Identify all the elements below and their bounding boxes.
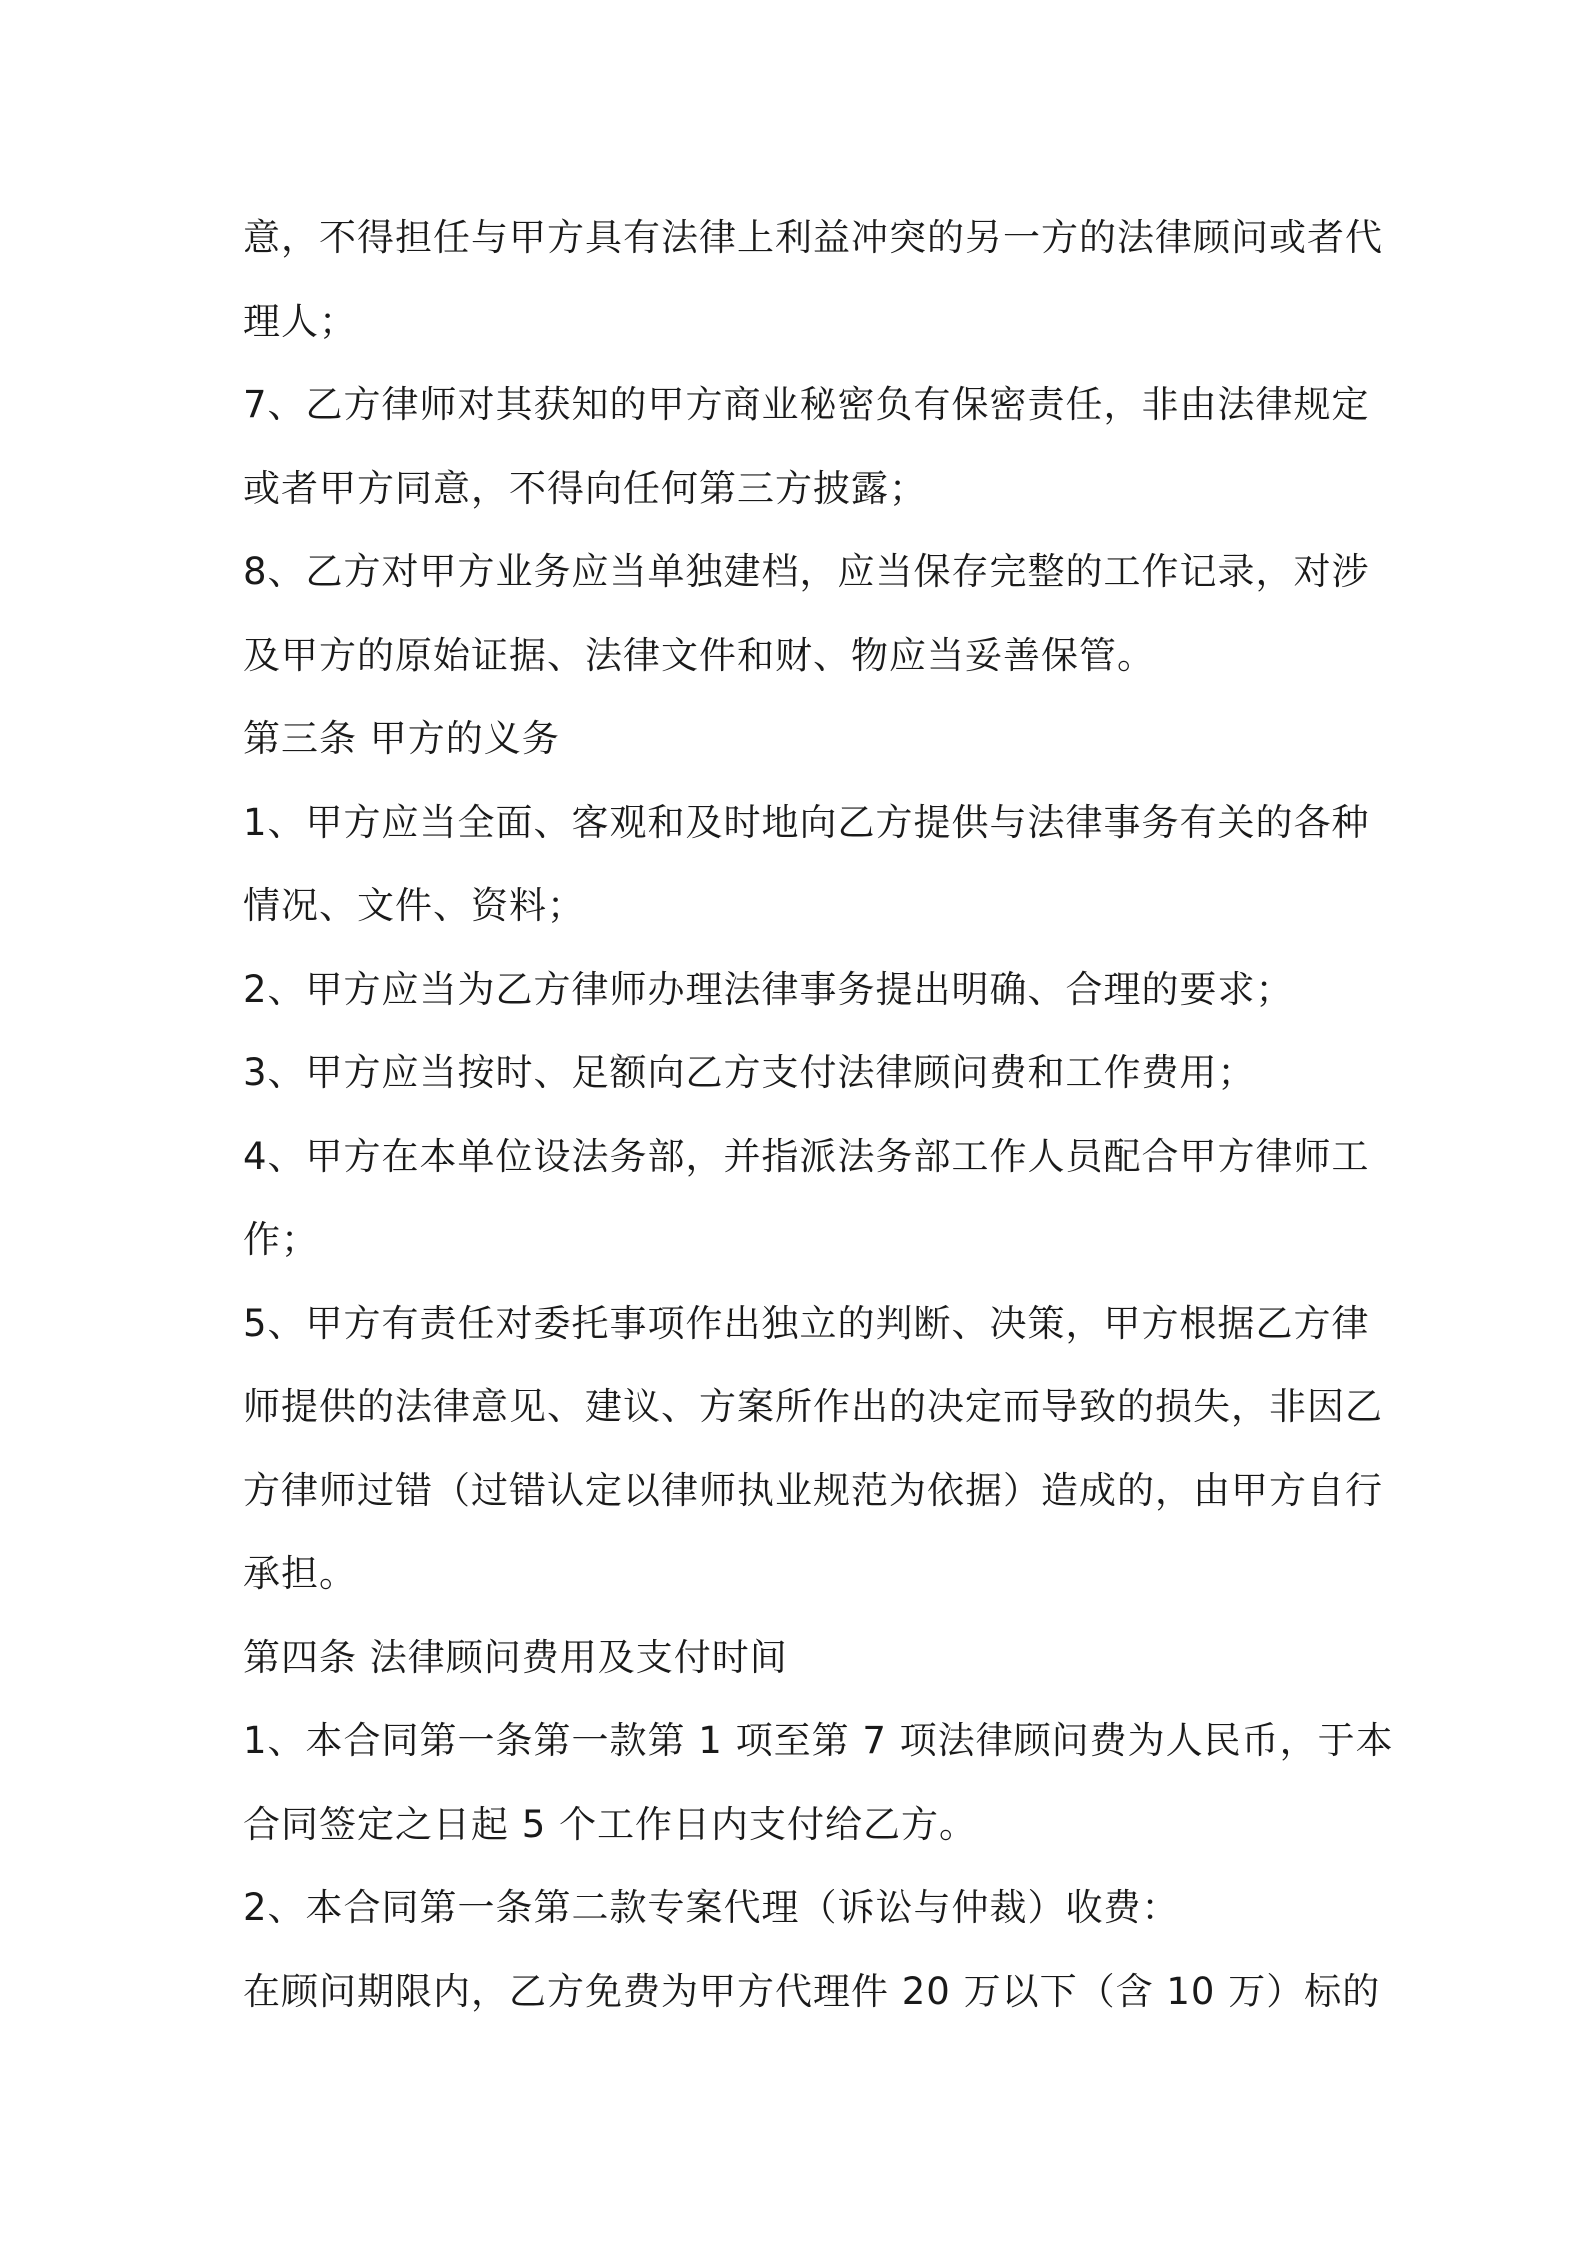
- text-line: 2、甲方应当为乙方律师办理法律事务提出明确、合理的要求；: [243, 967, 1294, 1011]
- text-line: 方律师过错（过错认定以律师执业规范为依据）造成的，由甲方自行: [243, 1468, 1383, 1512]
- section-heading-article-4: 第四条 法律顾问费用及支付时间: [243, 1635, 788, 1679]
- text-line: 合同签定之日起 5 个工作日内支付给乙方。: [243, 1802, 978, 1846]
- text-line: 8、乙方对甲方业务应当单独建档，应当保存完整的工作记录，对涉: [243, 550, 1370, 593]
- text-line: 1、甲方应当全面、客观和及时地向乙方提供与法律事务有关的各种: [243, 800, 1370, 844]
- section-heading-article-3: 第三条 甲方的义务: [243, 717, 560, 760]
- text-line: 或者甲方同意，不得向任何第三方披露；: [243, 466, 927, 510]
- document-body: [243, 196, 1394, 2033]
- text-line: 2、本合同第一条第二款专案代理（诉讼与仲裁）收费：: [243, 1886, 1180, 1929]
- text-line: 作；: [243, 1218, 319, 1261]
- text-line: 理人；: [243, 299, 357, 343]
- text-line: 4、甲方在本单位设法务部，并指派法务部工作人员配合甲方律师工: [243, 1134, 1370, 1178]
- text-line: 承担。: [243, 1552, 357, 1595]
- text-line: 3、甲方应当按时、足额向乙方支付法律顾问费和工作费用；: [243, 1051, 1256, 1094]
- text-line: 师提供的法律意见、建议、方案所作出的决定而导致的损失，非因乙: [243, 1385, 1383, 1428]
- text-line: 1、本合同第一条第一款第 1 项至第 7 项法律顾问费为人民币，于本: [243, 1719, 1394, 1762]
- text-line: 及甲方的原始证据、法律文件和财、物应当妥善保管。: [243, 633, 1155, 677]
- text-line: 意，不得担任与甲方具有法律上利益冲突的另一方的法律顾问或者代: [243, 216, 1383, 259]
- text-line: 情况、文件、资料；: [243, 884, 585, 927]
- text-line: 7、乙方律师对其获知的甲方商业秘密负有保密责任，非由法律规定: [243, 383, 1370, 426]
- text-line: 在顾问期限内，乙方免费为甲方代理件 20 万以下（含 10 万）标的: [243, 1969, 1381, 2013]
- text-line: 5、甲方有责任对委托事项作出独立的判断、决策，甲方根据乙方律: [243, 1301, 1370, 1345]
